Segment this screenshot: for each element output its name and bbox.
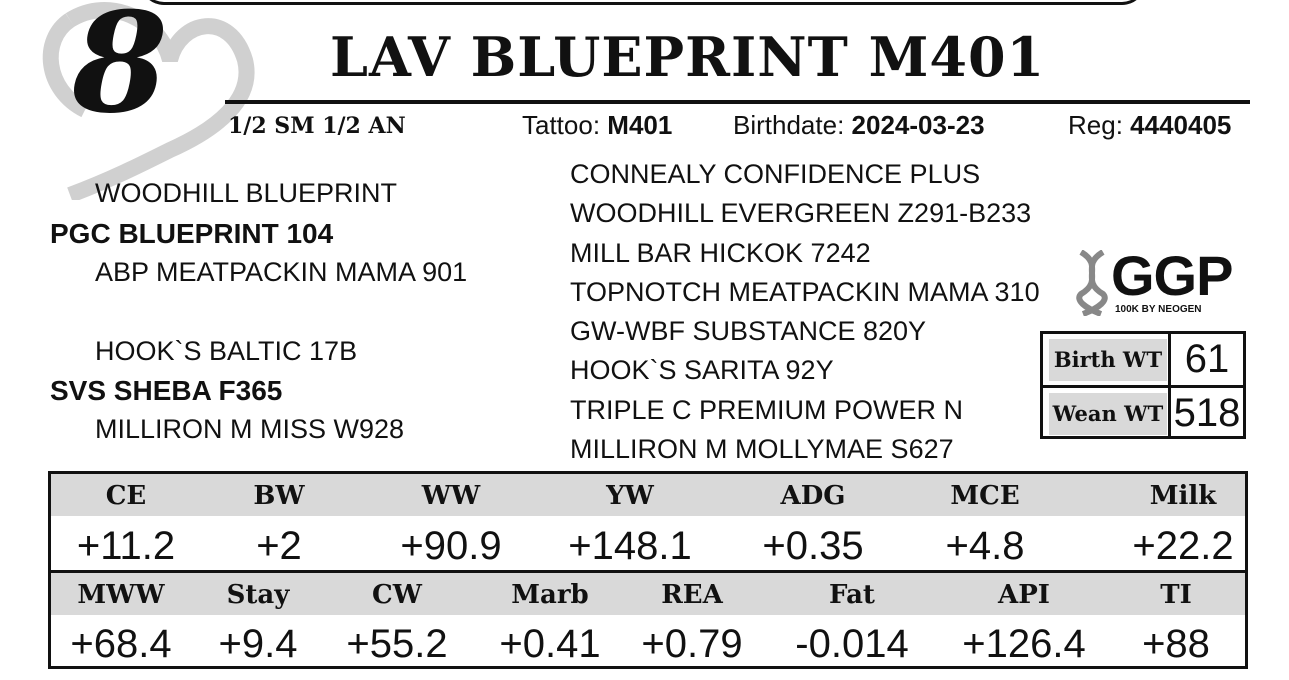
sire-sire: WOODHILL BLUEPRINT	[95, 178, 398, 208]
ancestor-1: CONNEALY CONFIDENCE PLUS	[570, 159, 981, 189]
epd-value-mww: +68.4	[70, 622, 172, 666]
dam-sire: HOOK`S BALTIC 17B	[95, 336, 358, 366]
epd-value-cw: +55.2	[346, 622, 448, 666]
epd-value-ww: +90.9	[400, 524, 502, 568]
weights-col-divider	[1168, 334, 1171, 436]
birthdate-field	[733, 112, 985, 138]
ggp-sub-text: 100K BY NEOGEN	[1115, 304, 1202, 315]
reg-value: 4440405	[1130, 110, 1232, 140]
ancestor-6: HOOK`S SARITA 92Y	[570, 355, 834, 385]
epd-value-adg: +0.35	[762, 524, 864, 568]
epd-value-yw: +148.1	[568, 524, 692, 568]
epd-label-stay: Stay	[226, 580, 290, 610]
lot-number: 8	[72, 0, 169, 144]
ancestor-2: WOODHILL EVERGREEN Z291-B233	[570, 198, 1032, 228]
top-frame-border	[140, 0, 1146, 5]
dam: SVS SHEBA F365	[50, 375, 283, 406]
epd-label-marb: Marb	[511, 580, 589, 610]
epd-label-bw: BW	[253, 481, 305, 511]
tattoo-field	[522, 112, 672, 138]
breed-composition: 1/2 SM 1/2 AN	[228, 113, 406, 139]
epd-table	[48, 471, 1248, 669]
ancestor-4: TOPNOTCH MEATPACKIN MAMA 310	[570, 277, 1040, 307]
epd-label-yw: YW	[606, 481, 654, 511]
sire-dam: ABP MEATPACKIN MAMA 901	[95, 257, 468, 287]
epd-label-ww: WW	[421, 481, 481, 511]
ggp-logo	[1075, 244, 1250, 318]
epd-value-rea: +0.79	[641, 622, 743, 666]
ancestor-7: TRIPLE C PREMIUM POWER N	[570, 395, 964, 425]
reg-label: Reg:	[1068, 110, 1123, 140]
wean-weight-label: Wean WT	[1049, 393, 1167, 435]
epd-label-mww: MWW	[77, 580, 165, 610]
ggp-logo-text: GGP	[1111, 244, 1233, 307]
birthdate-value: 2024-03-23	[851, 110, 985, 140]
epd-value-stay: +9.4	[218, 622, 298, 666]
epd-label-milk: Milk	[1149, 481, 1217, 511]
birthdate-label: Birthdate:	[733, 110, 845, 140]
epd-value-marb: +0.41	[499, 622, 601, 666]
epd-value-bw: +2	[256, 524, 302, 568]
reg-field	[1068, 112, 1231, 138]
ancestor-5: GW-WBF SUBSTANCE 820Y	[570, 316, 927, 346]
epd-value-fat: -0.014	[795, 622, 909, 666]
epd-label-api: API	[998, 580, 1050, 610]
dna-icon	[1075, 250, 1109, 316]
wean-weight-row	[1043, 388, 1243, 439]
epd-label-adg: ADG	[780, 481, 846, 511]
epd-label-ce: CE	[105, 481, 147, 511]
sire: PGC BLUEPRINT 104	[50, 218, 334, 249]
epd-label-rea: REA	[661, 580, 723, 610]
tattoo-label: Tattoo:	[522, 110, 601, 140]
epd-value-ti: +88	[1142, 622, 1210, 666]
ancestor-3: MILL BAR HICKOK 7242	[570, 238, 871, 268]
epd-label-cw: CW	[372, 580, 422, 610]
epd-value-mce: +4.8	[945, 524, 1025, 568]
name-underline	[225, 100, 1250, 104]
weights-table	[1040, 331, 1246, 439]
tattoo-value: M401	[607, 110, 673, 140]
epd-label-fat: Fat	[829, 580, 875, 610]
epd-value-ce: +11.2	[76, 524, 176, 568]
animal-name: LAV BLUEPRINT M401	[330, 25, 1046, 89]
birth-weight-row	[1043, 334, 1243, 385]
ancestor-8: MILLIRON M MOLLYMAE S627	[570, 434, 954, 464]
birth-weight-label: Birth WT	[1049, 339, 1167, 381]
epd-value-milk: +22.2	[1132, 524, 1234, 568]
birth-weight-value: 61	[1184, 337, 1230, 381]
epd-value-api: +126.4	[962, 622, 1086, 666]
wean-weight-value: 518	[1173, 391, 1241, 435]
dam-dam: MILLIRON M MISS W928	[95, 414, 405, 444]
epd-label-mce: MCE	[950, 481, 1020, 511]
epd-label-ti: TI	[1160, 580, 1192, 610]
